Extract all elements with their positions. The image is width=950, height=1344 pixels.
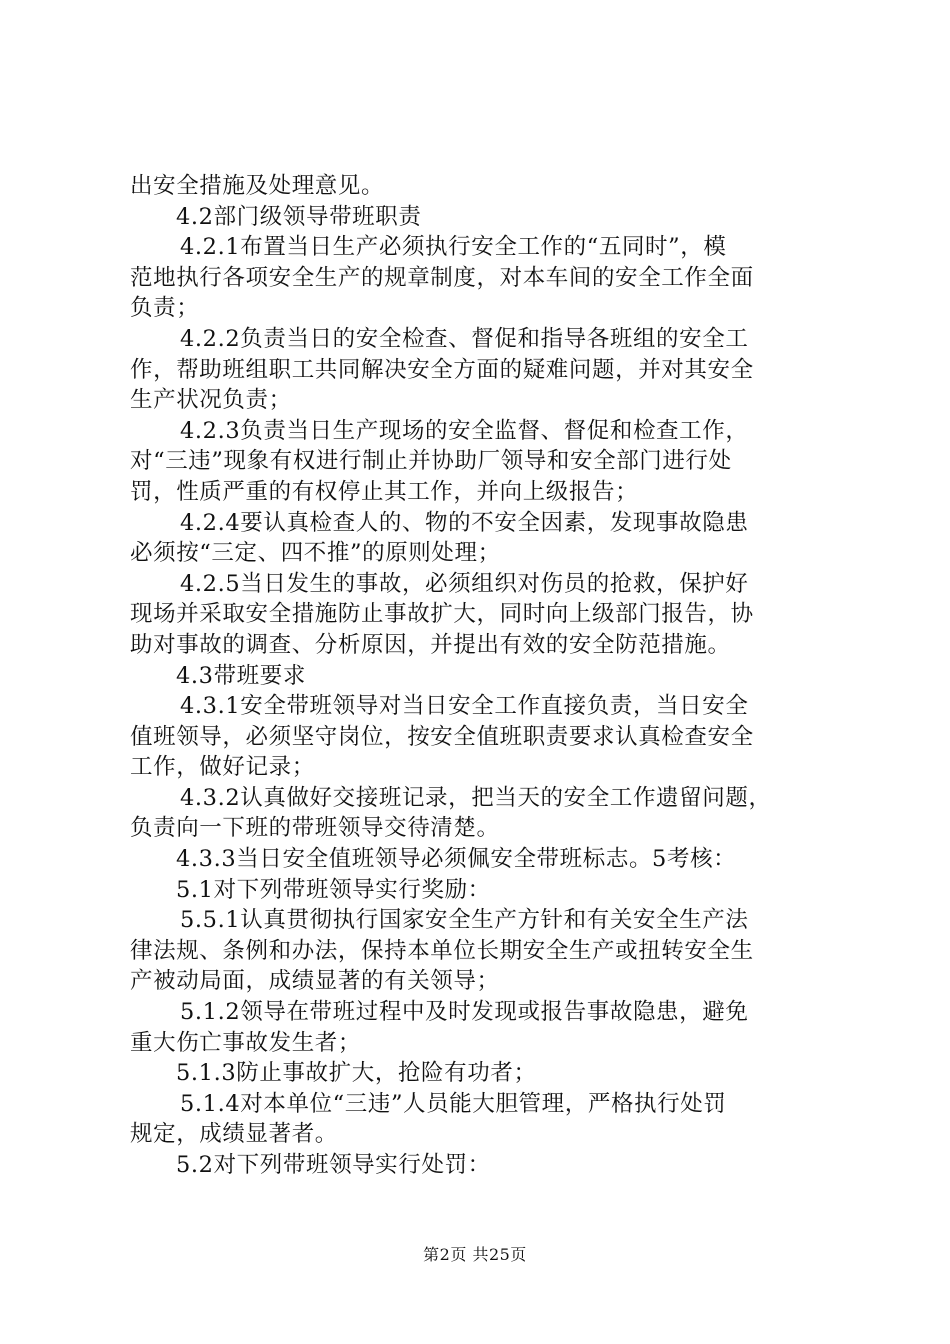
text-line: 工作，做好记录； [130,754,315,781]
section-heading-4-3: 4.3带班要求 [176,662,306,689]
text-line: 产被动局面，成绩显著的有关领导； [130,968,500,995]
text-line: 5.1.2领导在带班过程中及时发现或报告事故隐患，避免 [180,999,749,1026]
page-number-footer: 第2页 共25页 [423,1245,527,1264]
text-line: 4.2.1布置当日生产必须执行安全工作的“五同时”，模 [180,234,727,261]
text-line: 5.5.1认真贯彻执行国家安全生产方针和有关安全生产法 [180,907,749,934]
text-line: 范地执行各项安全生产的规章制度，对本车间的安全工作全面 [130,264,754,291]
text-line: 4.2.3负责当日生产现场的安全监督、督促和检查工作， [180,417,749,444]
text-line: 4.3.3当日安全值班领导必须佩安全带班标志。5考核： [176,846,737,873]
text-line: 必须按“三定、四不推”的原则处理； [130,540,501,567]
text-line: 值班领导，必须坚守岗位，按安全值班职责要求认真检查安全 [130,723,754,750]
text-line: 规定，成绩显著者。 [130,1121,338,1148]
text-line: 律法规、条例和办法，保持本单位长期安全生产或扭转安全生 [130,937,754,964]
text-line: 5.1.3防止事故扩大，抢险有功者； [176,1060,537,1087]
text-line: 生产状况负责； [130,387,292,414]
document-body [130,171,830,1181]
text-line: 5.1.4对本单位“三违”人员能大胆管理，严格执行处罚 [180,1090,727,1117]
section-heading-4-2: 4.2部门级领导带班职责 [176,203,422,230]
text-line: 出安全措施及处理意见。 [130,173,385,199]
text-line: 4.2.5当日发生的事故，必须组织对伤员的抢救，保护好 [180,570,749,597]
text-line: 对“三违”现象有权进行制止并协助厂领导和安全部门进行处 [130,448,732,475]
section-heading-5-2: 5.2对下列带班领导实行处罚： [176,1152,491,1178]
text-line: 罚，性质严重的有权停止其工作，并向上级报告； [130,478,639,505]
section-heading-5-1: 5.1对下列带班领导实行奖励： [176,876,491,903]
text-line: 作，帮助班组职工共同解决安全方面的疑难问题，并对其安全 [130,356,754,383]
text-line: 重大伤亡事故发生者； [130,1029,362,1056]
text-line: 4.2.2负责当日的安全检查、督促和指导各班组的安全工 [180,325,749,352]
text-line: 助对事故的调查、分析原因，并提出有效的安全防范措施。 [130,631,731,658]
text-line: 负责； [130,295,200,322]
text-line: 4.2.4要认真检查人的、物的不安全因素，发现事故隐患 [180,509,749,536]
text-line: 4.3.1安全带班领导对当日安全工作直接负责，当日安全 [180,693,749,720]
text-line: 4.3.2认真做好交接班记录，把当天的安全工作遗留问题， [180,784,772,811]
text-line: 现场并采取安全措施防止事故扩大，同时向上级部门报告，协 [130,601,754,628]
text-line: 负责向一下班的带班领导交待清楚。 [130,815,500,842]
